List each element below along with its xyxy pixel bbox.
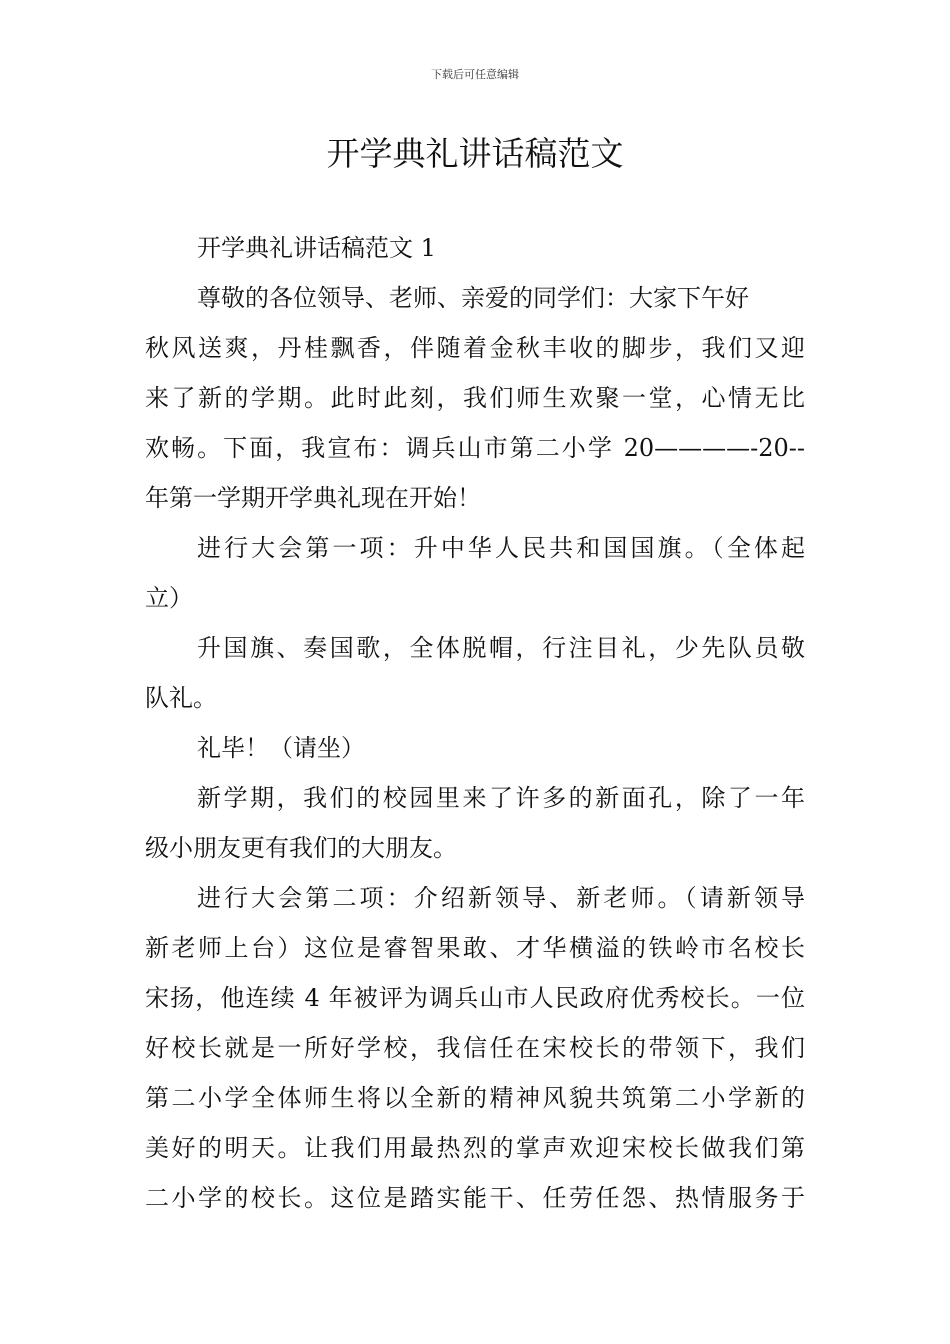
text-line: 宋扬，他连续 4 年被评为调兵山市人民政府优秀校长。一位 bbox=[145, 984, 805, 1012]
text-line: 进行大会第一项：升中华人民共和国国旗。（全体起 bbox=[197, 534, 805, 562]
text-line: 礼毕！（请坐） bbox=[197, 734, 365, 762]
document-title: 开学典礼讲话稿范文 bbox=[326, 134, 624, 173]
text-line: 进行大会第二项：介绍新领导、新老师。（请新领导 bbox=[197, 884, 805, 912]
text-line: 队礼。 bbox=[145, 684, 217, 712]
header-note: 下载后可任意编辑 bbox=[431, 68, 519, 81]
text-line: 美好的明天。让我们用最热烈的掌声欢迎宋校长做我们第 bbox=[145, 1134, 805, 1162]
text-line: 来了新的学期。此时此刻，我们师生欢聚一堂，心情无比 bbox=[145, 384, 805, 412]
text-line: 立） bbox=[145, 584, 193, 612]
document-body bbox=[145, 223, 805, 1223]
text-line: 新老师上台）这位是睿智果敢、才华横溢的铁岭市名校长 bbox=[145, 934, 805, 962]
paragraph-item-two bbox=[145, 873, 805, 1223]
text-line: 尊敬的各位领导、老师、亲爱的同学们：大家下午好 bbox=[197, 284, 749, 312]
text-line: 好校长就是一所好学校，我信任在宋校长的带领下，我们 bbox=[145, 1034, 805, 1062]
paragraph-item-one bbox=[145, 523, 805, 623]
text-line: 升国旗、奏国歌，全体脱帽，行注目礼，少先队员敬 bbox=[197, 634, 805, 662]
text-line: 新学期，我们的校园里来了许多的新面孔，除了一年 bbox=[197, 784, 805, 812]
paragraph-new-faces bbox=[145, 773, 805, 873]
paragraph-subtitle bbox=[145, 223, 805, 273]
text-line: 欢畅。下面，我宣布：调兵山市第二小学 20————-20-- bbox=[145, 434, 805, 462]
paragraph-flag-raising bbox=[145, 623, 805, 723]
text-line: 秋风送爽，丹桂飘香，伴随着金秋丰收的脚步，我们又迎 bbox=[145, 334, 805, 362]
text-line: 开学典礼讲话稿范文 1 bbox=[197, 234, 436, 262]
paragraph-opening bbox=[145, 323, 805, 523]
paragraph-greeting bbox=[145, 273, 805, 323]
paragraph-be-seated bbox=[145, 723, 805, 773]
text-line: 级小朋友更有我们的大朋友。 bbox=[145, 834, 457, 862]
text-line: 第二小学全体师生将以全新的精神风貌共筑第二小学新的 bbox=[145, 1084, 805, 1112]
text-line: 二小学的校长。这位是踏实能干、任劳任怨、热情服务于 bbox=[145, 1184, 805, 1212]
text-line: 年第一学期开学典礼现在开始！ bbox=[145, 484, 481, 512]
